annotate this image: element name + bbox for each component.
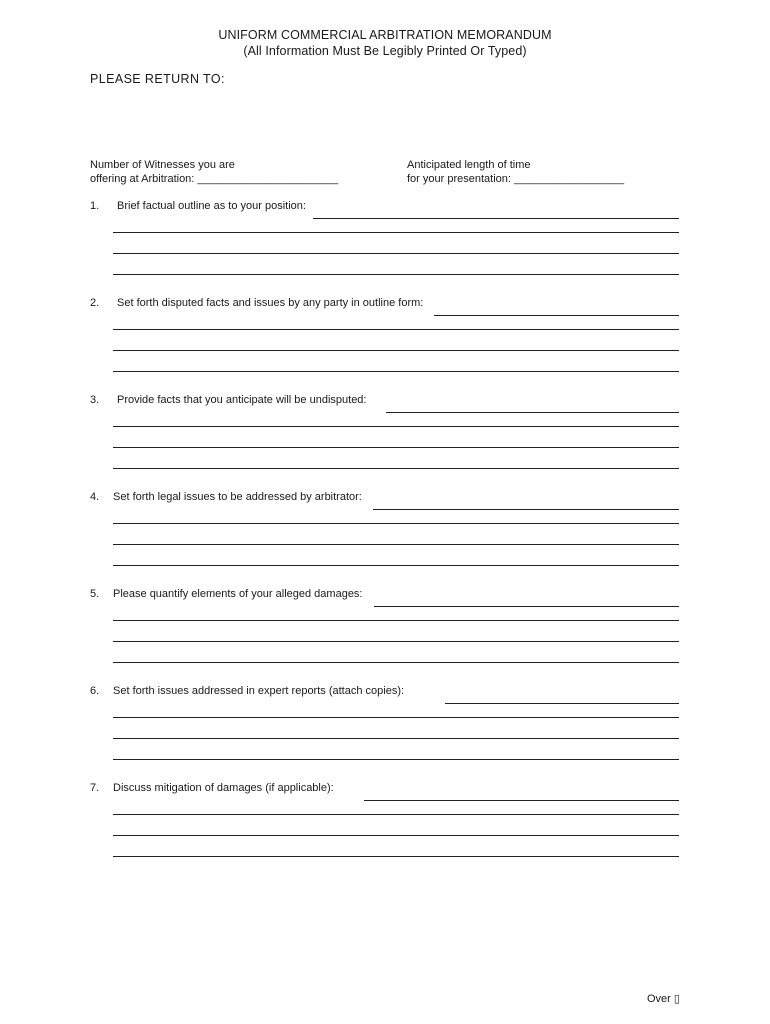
answer-line[interactable] xyxy=(113,738,679,739)
answer-line[interactable] xyxy=(113,620,679,621)
answer-line[interactable] xyxy=(113,468,679,469)
question-text: Brief factual outline as to your position: xyxy=(117,200,306,212)
answer-line[interactable] xyxy=(113,232,679,233)
answer-line[interactable] xyxy=(113,814,679,815)
answer-line-first[interactable] xyxy=(445,703,679,704)
answer-line[interactable] xyxy=(113,759,679,760)
answer-line[interactable] xyxy=(113,426,679,427)
answer-line-first[interactable] xyxy=(374,606,679,607)
answer-line[interactable] xyxy=(113,447,679,448)
question-number: 3. xyxy=(90,394,100,406)
question-section-5 xyxy=(0,587,770,667)
answer-line-first[interactable] xyxy=(313,218,679,219)
question-section-2 xyxy=(0,296,770,376)
question-text: Discuss mitigation of damages (if applicable): xyxy=(113,782,334,794)
form-title: UNIFORM COMMERCIAL ARBITRATION MEMORANDUM xyxy=(218,28,552,42)
question-text: Provide facts that you anticipate will be undisputed: xyxy=(117,394,367,406)
answer-line[interactable] xyxy=(113,856,679,857)
presentation-length-line-1: Anticipated length of time xyxy=(407,159,531,171)
answer-line[interactable] xyxy=(113,350,679,351)
question-section-3 xyxy=(0,393,770,473)
answer-line[interactable] xyxy=(113,544,679,545)
question-section-7 xyxy=(0,781,770,861)
witnesses-line-2[interactable]: offering at Arbitration: _______________________ xyxy=(90,173,339,185)
answer-line[interactable] xyxy=(113,717,679,718)
question-text: Please quantify elements of your alleged damages: xyxy=(113,588,363,600)
answer-line[interactable] xyxy=(113,371,679,372)
question-number: 5. xyxy=(90,588,100,600)
question-number: 1. xyxy=(90,200,100,212)
answer-line[interactable] xyxy=(113,641,679,642)
answer-line-first[interactable] xyxy=(364,800,679,801)
question-text: Set forth disputed facts and issues by any party in outline form: xyxy=(117,297,424,309)
presentation-length-line-2[interactable]: for your presentation: __________________ xyxy=(407,173,625,185)
answer-line[interactable] xyxy=(113,329,679,330)
answer-line[interactable] xyxy=(113,274,679,275)
answer-line-first[interactable] xyxy=(373,509,679,510)
form-subtitle: (All Information Must Be Legibly Printed Or Typed) xyxy=(243,44,527,58)
question-number: 6. xyxy=(90,685,100,697)
answer-line-first[interactable] xyxy=(386,412,679,413)
answer-line[interactable] xyxy=(113,565,679,566)
answer-line[interactable] xyxy=(113,253,679,254)
witnesses-line-1: Number of Witnesses you are xyxy=(90,159,235,171)
question-text: Set forth legal issues to be addressed by arbitrator: xyxy=(113,491,362,503)
question-number: 4. xyxy=(90,491,100,503)
question-section-4 xyxy=(0,490,770,570)
question-number: 2. xyxy=(90,297,100,309)
return-to-label: PLEASE RETURN TO: xyxy=(90,72,225,86)
answer-line[interactable] xyxy=(113,835,679,836)
question-text: Set forth issues addressed in expert reports (attach copies): xyxy=(113,685,405,697)
over-page-label: Over ▯ xyxy=(647,993,680,1005)
question-section-1 xyxy=(0,199,770,279)
witnesses-block xyxy=(90,158,338,186)
question-number: 7. xyxy=(90,782,100,794)
answer-line[interactable] xyxy=(113,662,679,663)
presentation-length-block xyxy=(407,158,624,186)
answer-line[interactable] xyxy=(113,523,679,524)
question-section-6 xyxy=(0,684,770,764)
answer-line-first[interactable] xyxy=(434,315,679,316)
